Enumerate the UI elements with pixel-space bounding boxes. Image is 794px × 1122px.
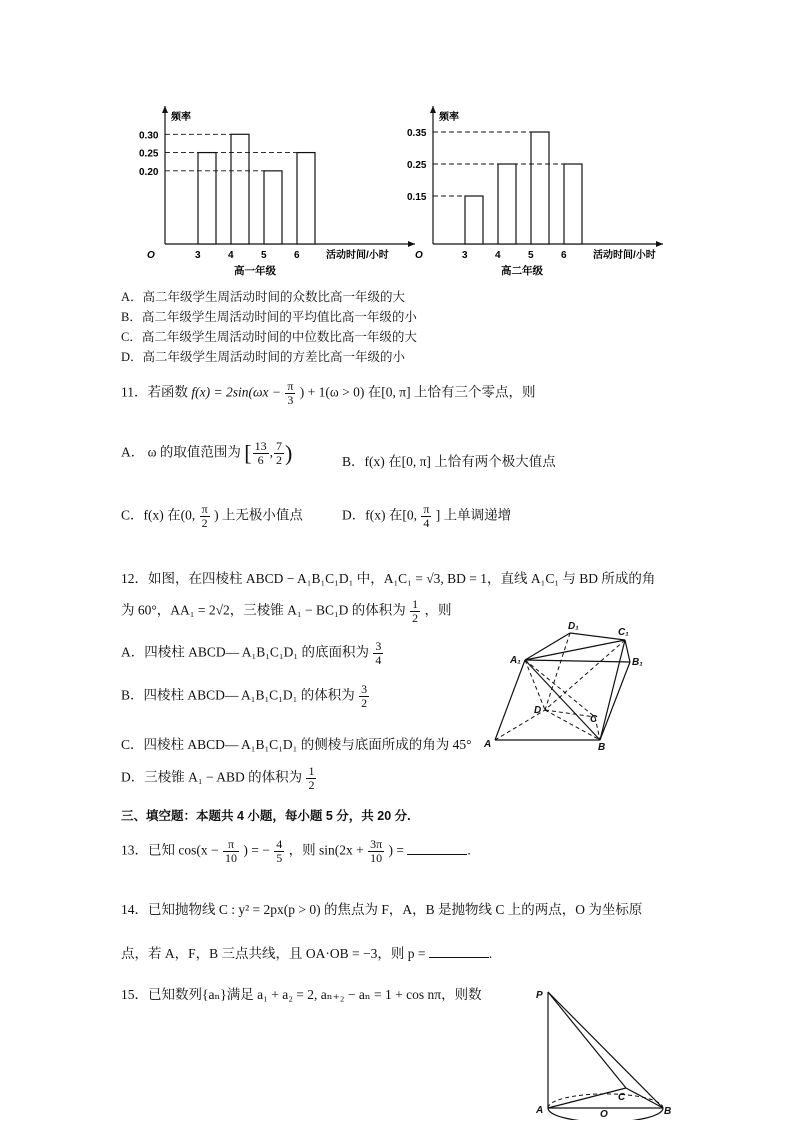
bar	[564, 164, 582, 244]
q11-stem-prefix: 11．若函数	[121, 384, 188, 400]
q12-opt-d-den: 2	[308, 778, 315, 792]
label-c1: C₁	[618, 627, 629, 638]
chart-title: 高二年级	[501, 265, 543, 276]
x-axis-arrow	[656, 241, 663, 247]
y-axis-label: 频率	[439, 112, 459, 123]
y-axis-label: 频率	[171, 112, 191, 123]
chart-grade-two	[398, 96, 668, 276]
q14-end: .	[488, 946, 493, 961]
q10-option-c: C．高二年级学生周活动时间的中位数比高一年级的大	[121, 330, 417, 344]
q12-option-d	[121, 765, 317, 792]
prism-figure	[480, 615, 650, 755]
q11-opt-d-den: 4	[423, 516, 430, 530]
label-d: D	[534, 705, 542, 716]
q13-mid1: ) = −	[243, 842, 270, 858]
label-c: C	[590, 714, 598, 725]
y-axis-arrow	[430, 106, 436, 113]
q11-option-b: B．f(x) 在[0, π] 上恰有两个极大值点	[342, 454, 556, 469]
bar	[498, 164, 516, 244]
label-o: O	[600, 1109, 608, 1120]
y-tick-label: 0.20	[139, 166, 159, 178]
q11-opt-a-frac1-num: 13	[254, 439, 267, 453]
q11-frac-den: 3	[287, 393, 294, 407]
x-tick-label: 3	[462, 250, 468, 261]
q10-option-d: D．高二年级学生周活动时间的方差比高一年级的小	[121, 350, 406, 364]
q11-opt-c-post: ) 上无极小值点	[214, 507, 303, 523]
q13-f2-num: 4	[276, 837, 283, 851]
q12-option-a	[121, 640, 384, 667]
q13-answer-blank[interactable]	[407, 842, 467, 855]
label-c: C	[618, 1092, 626, 1103]
q13-mid2: ，则 sin(2x +	[288, 842, 364, 858]
q11-function: f(x) = 2sin(ωx −	[191, 384, 281, 400]
q12-opt-a-text: A．四棱柱 ABCD— A₁B₁C₁D₁ 的底面积为	[121, 644, 369, 660]
q12-opt-b-den: 2	[361, 696, 368, 710]
q12-opt-b-text: B．四棱柱 ABCD— A₁B₁C₁D₁ 的体积为	[121, 687, 355, 703]
y-tick-label: 0.25	[407, 160, 427, 171]
label-b1: B₁	[632, 657, 643, 668]
y-tick-label: 0.30	[139, 130, 159, 142]
q13-f3-den: 10	[370, 851, 383, 865]
y-tick-label: 0.25	[139, 148, 159, 160]
q13-f2-den: 5	[276, 851, 283, 865]
q11-opt-d-num: π	[423, 502, 430, 516]
x-tick-label: 5	[528, 250, 534, 261]
q11-fraction	[285, 380, 295, 407]
q15-line1: 15．已知数列{aₙ}满足 a₁ + a₂ = 2, aₙ₊₂ − aₙ = 1 + cos nπ，则数	[121, 987, 482, 1002]
x-tick-label: 6	[294, 250, 300, 261]
label-a: A	[484, 739, 492, 750]
q11-option-c	[121, 503, 303, 530]
x-tick-label: 5	[261, 250, 267, 261]
label-a1: A₁	[510, 655, 521, 666]
x-tick-label: 4	[228, 250, 234, 261]
q12-opt-d-num: 1	[308, 764, 315, 778]
cone-figure	[528, 980, 678, 1120]
q13-f1-num: π	[223, 838, 239, 852]
q11-opt-c-pre: C．f(x) 在(0,	[121, 507, 196, 523]
q14-answer-blank[interactable]	[429, 945, 489, 958]
q14-line2-text: 点，若 A，F，B 三点共线，且 OA·OB = −3，则 p =	[121, 946, 426, 961]
q10-option-a: A．高二年级学生周活动时间的众数比高一年级的大	[121, 290, 406, 304]
q11-opt-c-den: 2	[201, 516, 208, 530]
x-tick-label: 6	[561, 250, 567, 261]
q12-opt-a-num: 3	[375, 639, 382, 653]
q12-option-b	[121, 683, 370, 710]
q10-option-b: B．高二年级学生周活动时间的平均值比高一年级的小	[121, 310, 417, 324]
q11-opt-a-text: ω 的取值范围为	[147, 444, 241, 460]
bar	[465, 196, 483, 244]
q11-opt-a-frac1-den: 6	[257, 453, 264, 467]
q12-stem2-post: ，则	[424, 602, 452, 618]
q11-opt-d-pre: D．f(x) 在[0,	[342, 507, 417, 523]
q13-pre: 13．已知 cos(x −	[121, 842, 219, 858]
q13-f3-num: 3π	[370, 837, 383, 851]
label-p: P	[536, 990, 543, 1001]
y-axis-arrow	[162, 106, 168, 113]
y-tick-label: 0.35	[407, 128, 427, 139]
q12-opt-a-den: 4	[375, 653, 382, 667]
q11-opt-c-num: π	[201, 502, 208, 516]
q11-frac-num: π	[287, 379, 294, 393]
label-d1: D₁	[568, 621, 579, 632]
q11-stem	[121, 380, 535, 407]
origin-label: O	[415, 250, 423, 261]
bar	[198, 153, 216, 244]
q14-line1: 14．已知抛物线 C : y² = 2px(p > 0) 的焦点为 F，A，B 是抛物线 C 上的两点，O 为坐标原	[121, 902, 643, 917]
q12-stem-line2	[121, 598, 452, 625]
q11-opt-a-label: A．	[121, 444, 145, 460]
origin-label: O	[147, 250, 155, 261]
q11-option-d	[342, 503, 511, 530]
bar	[297, 153, 315, 244]
q12-stem2-pre: 为 60°，AA₁ = 2√2，三棱锥 A₁ − BC₁D 的体积为	[121, 602, 406, 618]
bar	[264, 171, 282, 244]
q13-post: ) =	[388, 842, 405, 858]
chart-grade-one	[130, 96, 420, 276]
q12-opt-d-text: D．三棱锥 A₁ − ABD 的体积为	[121, 769, 303, 785]
q11-opt-a-frac2-num: 7	[275, 439, 282, 453]
label-b: B	[598, 742, 606, 753]
q12-stem2-num: 1	[412, 597, 419, 611]
q11-opt-d-post: ] 上单调递增	[435, 507, 512, 523]
q13-stem	[121, 838, 471, 865]
q14-line2	[121, 942, 492, 962]
q11-opt-a-frac2-den: 2	[275, 453, 282, 467]
bar	[231, 134, 249, 244]
q11-stem-suffix: ) + 1(ω > 0) 在[0, π] 上恰有三个零点，则	[299, 384, 536, 400]
q13-f1-den: 10	[224, 851, 237, 865]
label-a: A	[536, 1105, 544, 1116]
q11-option-a: A． ω 的取值范围为 [ $\frac{13}{6}$ , $\frac{7}{2}$ )	[121, 439, 293, 467]
bar	[531, 132, 549, 244]
q12-opt-b-num: 3	[361, 682, 368, 696]
y-tick-label: 0.15	[407, 192, 427, 203]
chart-title: 高一年级	[234, 265, 276, 276]
label-b: B	[664, 1106, 672, 1117]
x-tick-label: 3	[195, 250, 201, 261]
section-3-heading: 三、填空题：本题共 4 小题，每小题 5 分，共 20 分.	[121, 809, 411, 823]
q12-option-c: C．四棱柱 ABCD— A₁B₁C₁D₁ 的侧棱与底面所成的角为 45°	[121, 737, 472, 752]
q13-end: .	[467, 842, 471, 858]
x-axis-label: 活动时间/小时	[593, 250, 656, 261]
q12-stem-line1: 12．如图，在四棱柱 ABCD − A₁B₁C₁D₁ 中，A₁C₁ = √3, BD = 1，直线 A₁C₁ 与 BD 所成的角	[121, 571, 656, 586]
q12-stem2-den: 2	[412, 611, 419, 625]
x-tick-label: 4	[495, 250, 501, 261]
x-axis-label: 活动时间/小时	[326, 250, 389, 261]
